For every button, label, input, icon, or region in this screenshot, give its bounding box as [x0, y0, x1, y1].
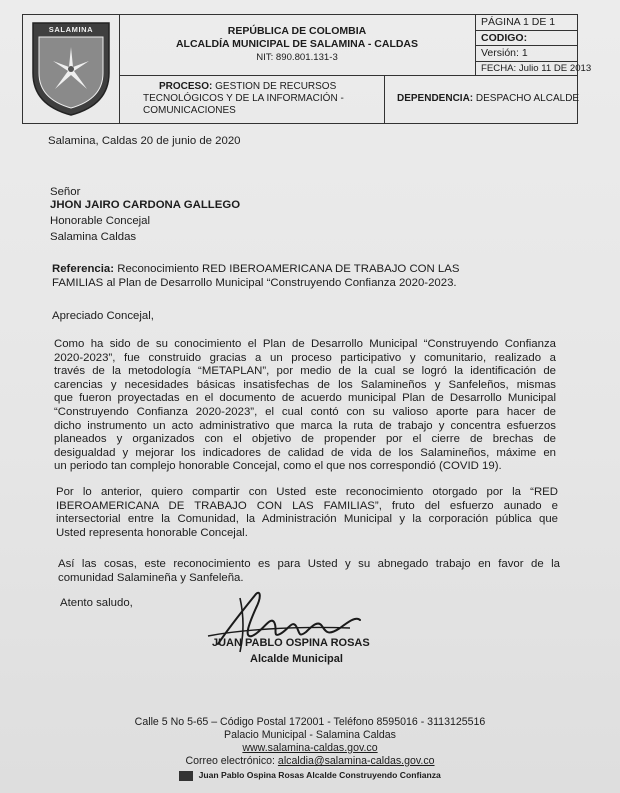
- paragraph-line: que fueron proyectadas en el documento de acuerdo municipal Plan de Desarrollo Municipal: [54, 392, 556, 405]
- paragraph-line: través de la metodología “METAPLAN”, por medio de la cual se logró la identificación de: [54, 365, 556, 378]
- reference-label: Referencia:: [52, 263, 115, 275]
- footer-slogan-row: [0, 769, 620, 782]
- letterhead-table: [22, 14, 592, 124]
- paragraph-line: Por lo anterior, quiero compartir con Usted este reconocimiento otorgado por la “RED: [56, 486, 558, 498]
- process-label: PROCESO:: [159, 81, 213, 92]
- signer-role: Alcalde Municipal: [250, 653, 343, 665]
- body-paragraph-1: [54, 338, 556, 474]
- recipient-city: Salamina Caldas: [50, 231, 137, 243]
- footer-email-link[interactable]: alcaldia@salamina-caldas.gov.co: [277, 755, 435, 767]
- process-cell: [119, 75, 385, 123]
- title-cell: [119, 15, 476, 76]
- paragraph-line: 2020-2023”, fue construido gracias a un proceso participativo y comunitario, realizado a: [54, 351, 556, 364]
- footer-email-label: Correo electrónico:: [185, 755, 275, 767]
- municipal-shield-icon: [29, 21, 113, 117]
- paragraph-line: IBEROAMERICANA DE TRABAJO CON LAS FAMILIAS”, fruto del esfuerzo aunado e: [56, 499, 558, 512]
- paragraph-line: Como ha sido de su conocimiento el Plan de Desarrollo Municipal “Construyendo Confianza: [54, 338, 556, 350]
- paragraph-line: planeados y organizados con el objetivo de propender por el cierre de brechas de: [54, 433, 556, 446]
- paragraph-line: dicho instrumento un acto administrativo que marca la ruta de trabajo y concentra esfuerzos: [54, 419, 556, 432]
- dependency-value: DESPACHO ALCALDE: [475, 93, 580, 104]
- paragraph-line: Así las cosas, este reconocimiento es para Usted y su abnegado trabajo en favor de la: [58, 558, 560, 570]
- nit-number: NIT: 890.801.131-3: [256, 52, 338, 63]
- signer-name: JUAN PABLO OSPINA ROSAS: [212, 637, 370, 649]
- dependency-label: DEPENDENCIA:: [397, 93, 474, 104]
- paragraph-line: carencias y necesidades básicas insatisfechas de los Salamineños y Sanfeleños, mismas: [54, 378, 556, 391]
- logo-cell: [23, 15, 120, 123]
- process-line-1: GESTION DE RECURSOS: [215, 81, 337, 92]
- paragraph-line: “Construyendo Confianza 2020-2023”, el cual contó con su valioso aporte para hacer de: [54, 405, 556, 418]
- issue-date: FECHA: Julio 11 DE 2013: [481, 62, 592, 74]
- version-label: Versión: 1: [475, 46, 577, 62]
- closing: Atento saludo,: [60, 597, 133, 609]
- footer-address: Calle 5 No 5-65 – Código Postal 172001 - Teléfono 8595016 - 3113125516: [134, 716, 486, 728]
- slogan-logo-icon: [179, 771, 193, 781]
- logo-text: SALAMINA: [48, 25, 94, 34]
- footer-slogan: Juan Pablo Ospina Rosas Alcalde Construyendo Confianza: [198, 770, 441, 780]
- republic-title: REPÚBLICA DE COLOMBIA: [227, 25, 367, 37]
- paragraph-line: desigualdad y mejorar los indicadores de calidad de vida de los Salamineños, máxime en: [54, 446, 556, 459]
- dependency-cell: [385, 75, 580, 123]
- salutation-title: Señor: [50, 186, 81, 198]
- reference-line-2: FAMILIAS al Plan de Desarrollo Municipal “Construyendo Confianza 2020-2023.: [52, 276, 457, 289]
- footer-website-link[interactable]: www.salamina-caldas.gov.co: [242, 742, 378, 754]
- paragraph-line: Usted representa honorable Concejal.: [56, 526, 248, 539]
- reference-block: [52, 263, 554, 290]
- reference-line-1: Reconocimiento RED IBEROAMERICANA DE TRABAJO CON LAS: [117, 263, 460, 275]
- mayoralty-title: ALCALDÍA MUNICIPAL DE SALAMINA - CALDAS: [175, 38, 419, 50]
- paragraph-line: comunidad Salamineña y Sanfeleña.: [58, 571, 244, 584]
- recipient-name: JHON JAIRO CARDONA GALLEGO: [50, 199, 241, 211]
- body-paragraph-2: [56, 486, 558, 540]
- footer-building: Palacio Municipal - Salamina Caldas: [224, 729, 396, 741]
- footer-email-row: [0, 755, 620, 768]
- body-paragraph-3: [58, 558, 560, 585]
- document-meta-cell: [475, 15, 592, 76]
- process-line-2: TECNOLÓGICOS Y DE LA INFORMACIÓN -: [143, 93, 344, 104]
- place-date: Salamina, Caldas 20 de junio de 2020: [48, 135, 241, 147]
- page-count: PÁGINA 1 DE 1: [475, 15, 577, 31]
- greeting: Apreciado Concejal,: [52, 310, 154, 322]
- recipient-role: Honorable Concejal: [50, 215, 151, 227]
- footer-website-row: [0, 742, 620, 755]
- code-label: CODIGO:: [475, 31, 577, 47]
- process-line-3: COMUNICACIONES: [143, 105, 236, 116]
- paragraph-line: intersectorial entre la Comunidad, la Administración Municipal y la corporación pública que: [56, 513, 558, 526]
- paragraph-line: un periodo tan complejo honorable Concejal, como el que nos correspondió (COVID 19).: [54, 460, 502, 473]
